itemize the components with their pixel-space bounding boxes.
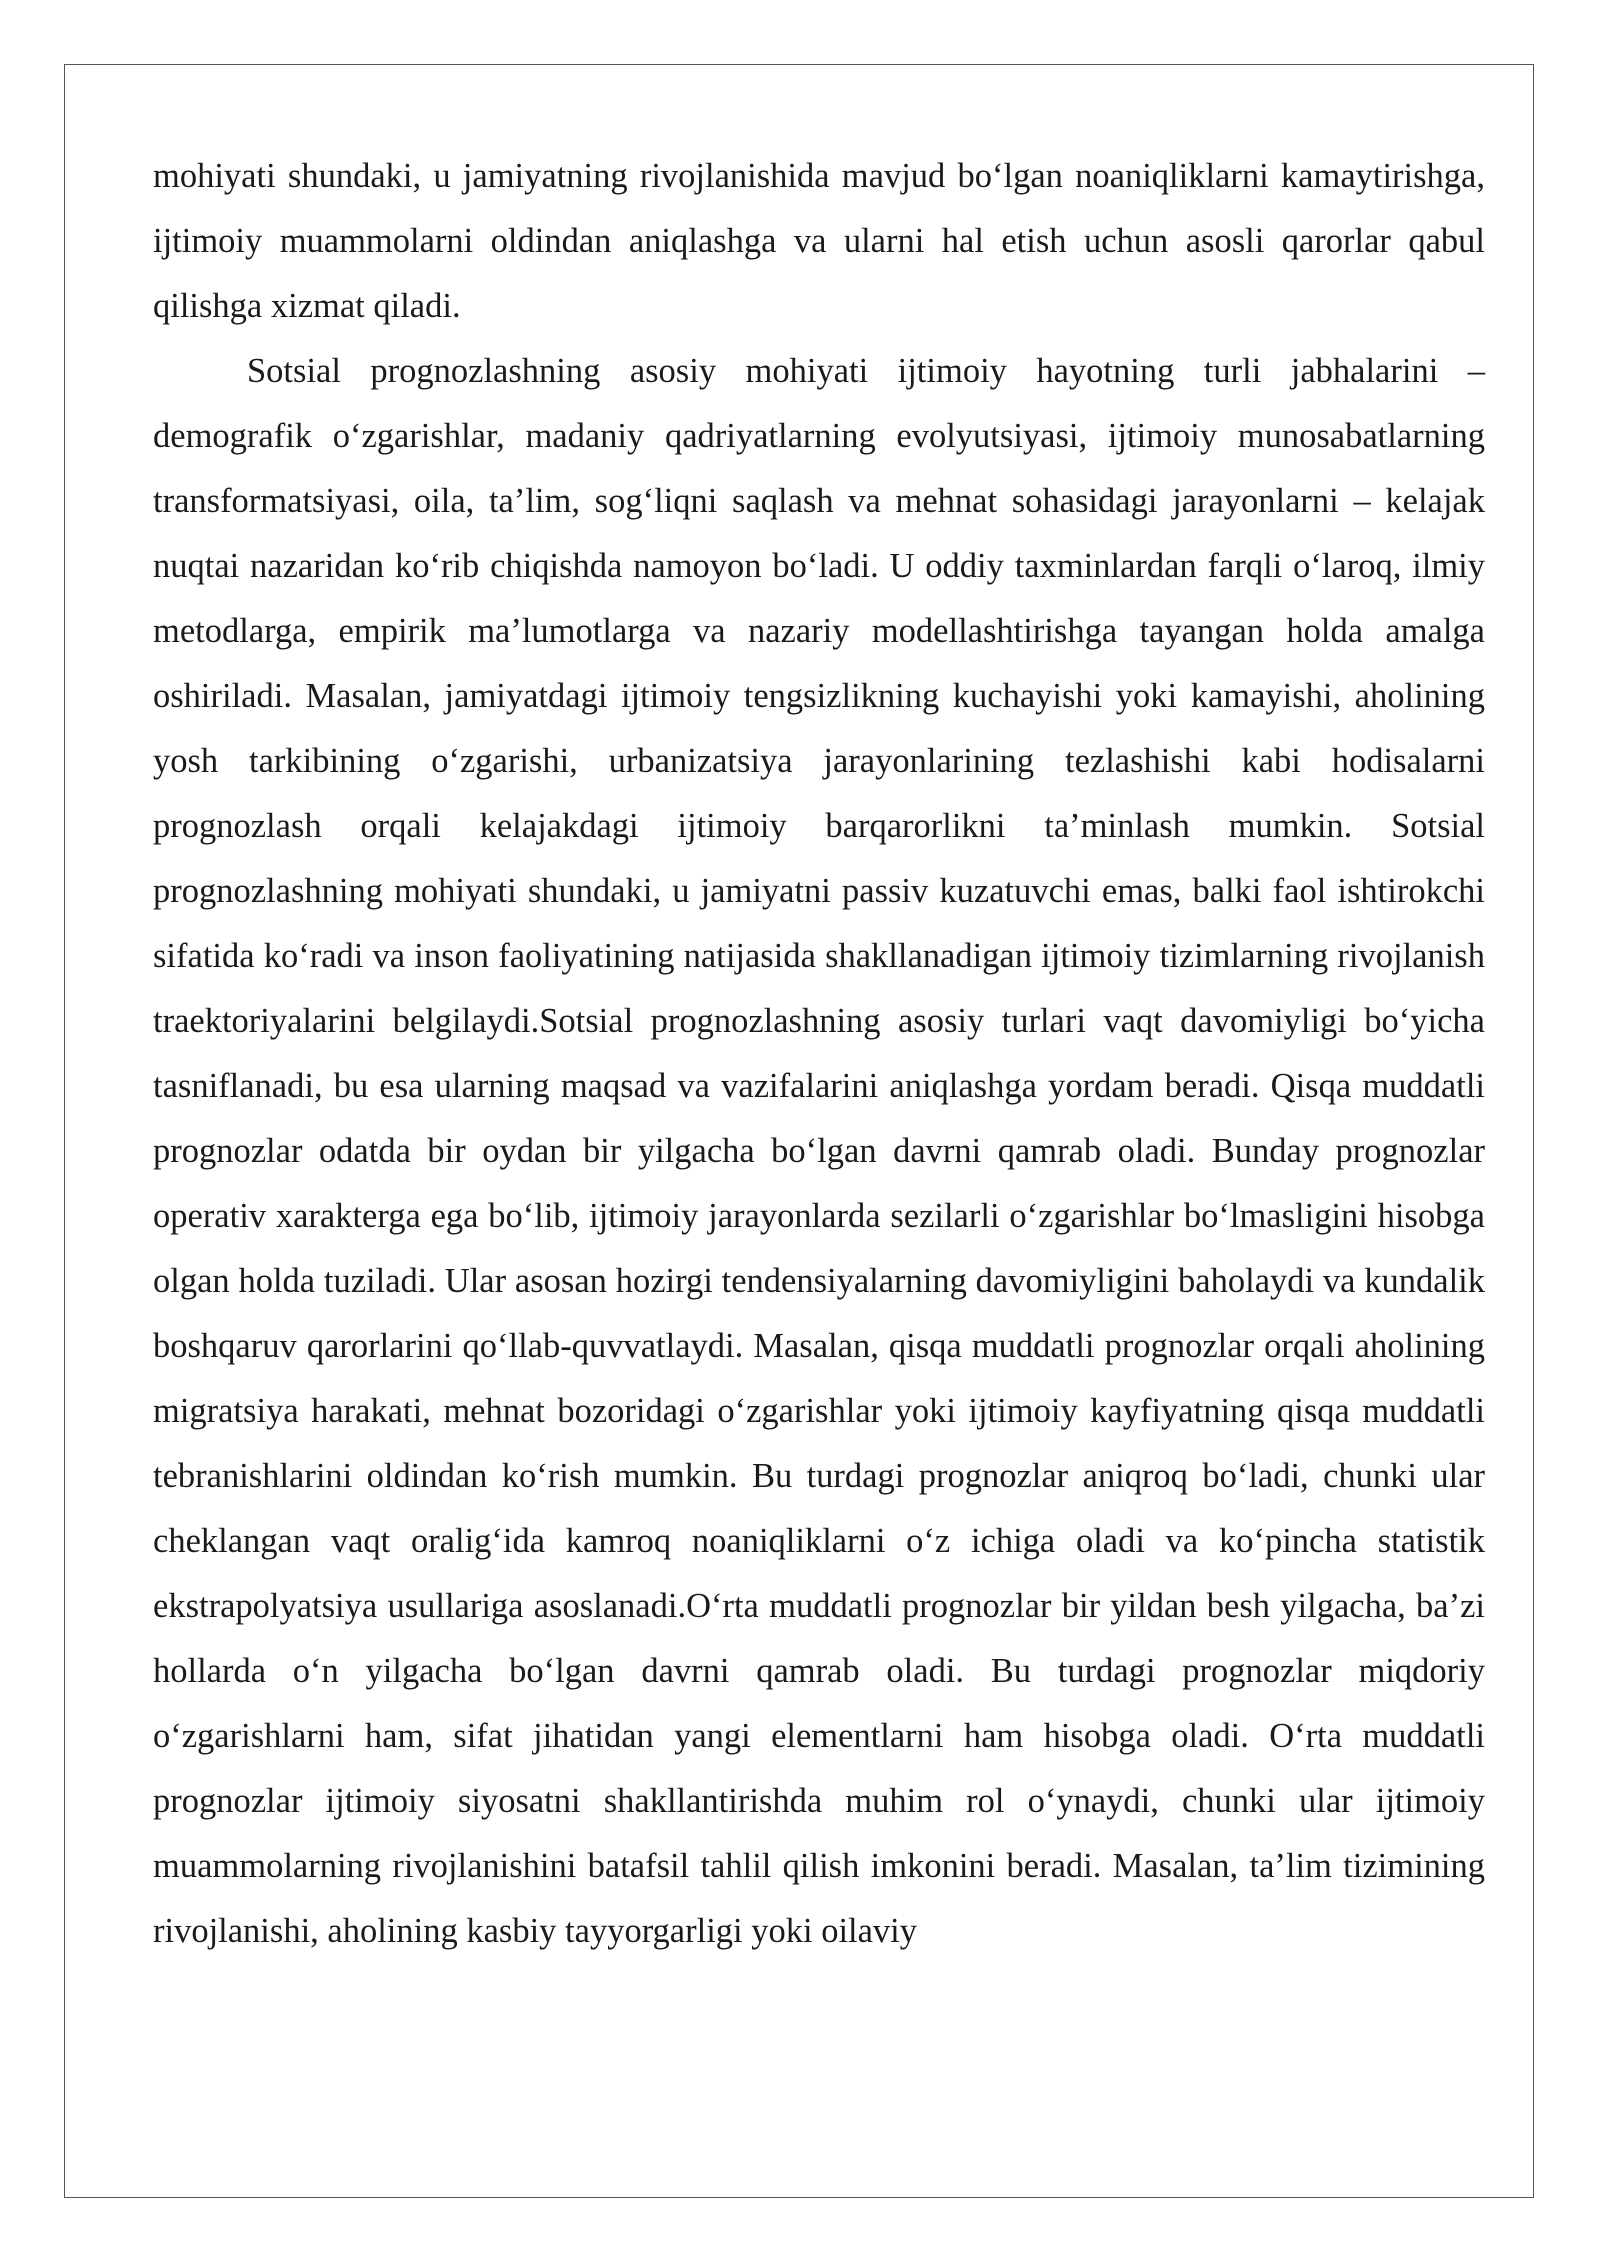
document-body — [153, 144, 1485, 1964]
paragraph-sotsial-prognozlash: Sotsial prognozlashning asosiy mohiyati ijtimoiy hayotning turli jabhalarini – demografik o‘zgarishlar, madaniy qadriyatlarning evolyutsiyasi, ijtimoiy munosabatlarning transformatsiyasi, oila, ta’lim, sog‘liqni saqlash va mehnat sohasidagi jarayonlarni – kelajak nuqtai nazaridan ko‘rib chiqishda namoyon bo‘ladi. U oddiy taxminlardan farqli o‘laroq, ilmiy metodlarga, empirik ma’lumotlarga va nazariy modellashtirishga tayangan holda amalga oshiriladi. Masalan, jamiyatdagi ijtimoiy tengsizlikning kuchayishi yoki kamayishi, aholining yosh tarkibining o‘zgarishi, urbanizatsiya jarayonlarining tezlashishi kabi hodisalarni prognozlash orqali kelajakdagi ijtimoiy barqarorlikni ta’minlash mumkin. Sotsial prognozlashning mohiyati shundaki, u jamiyatni passiv kuzatuvchi emas, balki faol ishtirokchi sifatida ko‘radi va inson faoliyatining natijasida shakllanadigan ijtimoiy tizimlarning rivojlanish traektoriyalarini belgilaydi.Sotsial prognozlashning asosiy turlari vaqt davomiyligi bo‘yicha tasniflanadi, bu esa ularning maqsad va vazifalarini aniqlashga yordam beradi. Qisqa muddatli prognozlar odatda bir oydan bir yilgacha bo‘lgan davrni qamrab oladi. Bunday prognozlar operativ xarakterga ega bo‘lib, ijtimoiy jarayonlarda sezilarli o‘zgarishlar bo‘lmasligini hisobga olgan holda tuziladi. Ular asosan hozirgi tendensiyalarning davomiyligini baholaydi va kundalik boshqaruv qarorlarini qo‘llab-quvvatlaydi. Masalan, qisqa muddatli prognozlar orqali aholining migratsiya harakati, mehnat bozoridagi o‘zgarishlar yoki ijtimoiy kayfiyatning qisqa muddatli tebranishlarini oldindan ko‘rish mumkin. Bu turdagi prognozlar aniqroq bo‘ladi, chunki ular cheklangan vaqt oralig‘ida kamroq noaniqliklarni o‘z ichiga oladi va ko‘pincha statistik ekstrapolyatsiya usullariga asoslanadi.O‘rta muddatli prognozlar bir yildan besh yilgacha, ba’zi hollarda o‘n yilgacha bo‘lgan davrni qamrab oladi. Bu turdagi prognozlar miqdoriy o‘zgarishlarni ham, sifat jihatidan yangi elementlarni ham hisobga oladi. O‘rta muddatli prognozlar ijtimoiy siyosatni shakllantirishda muhim rol o‘ynaydi, chunki ular ijtimoiy muammolarning rivojlanishini batafsil tahlil qilish imkonini beradi. Masalan, ta’lim tizimining rivojlanishi, aholining kasbiy tayyorgarligi yoki oilaviy — [153, 352, 1485, 1950]
paragraph-continuation: mohiyati shundaki, u jamiyatning rivojlanishida mavjud bo‘lgan noaniqliklarni kamaytirishga, ijtimoiy muammolarni oldindan aniqlashga va ularni hal etish uchun asosli qarorlar qabul qilishga xizmat qiladi. — [153, 157, 1485, 325]
